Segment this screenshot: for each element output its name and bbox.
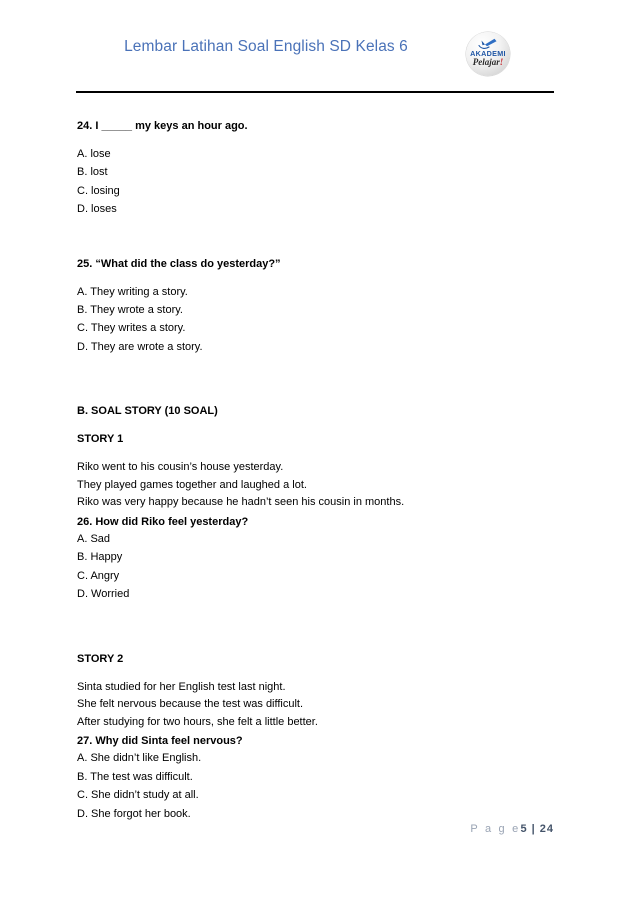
question-24-stem: 24. I _____ my keys an hour ago. — [77, 120, 248, 132]
header-divider — [76, 91, 554, 93]
question-24-option-d: D. loses — [77, 203, 117, 216]
question-26-option-a: A. Sad — [77, 533, 111, 546]
story-2-heading: STORY 2 — [77, 652, 124, 665]
question-25-option-d: D. They are wrote a story. — [77, 340, 203, 353]
page-footer — [0, 823, 554, 835]
question-25-option-c: C. They writes a story. — [77, 322, 186, 335]
question-27-option-d: D. She forgot her book. — [77, 807, 191, 820]
story-2-line-2: She felt nervous because the test was difficult. — [77, 698, 304, 711]
question-27-stem: 27. Why did Sinta feel nervous? — [77, 735, 243, 748]
question-24-option-a: A. lose — [77, 148, 111, 160]
spacer — [77, 356, 557, 393]
spacer — [77, 419, 557, 431]
logo-text-pelajar — [466, 57, 510, 67]
footer-page-numbers: 5 | 24 — [520, 823, 554, 835]
question-25-option-b: B. They wrote a story. — [77, 304, 183, 317]
akademi-pelajar-logo — [466, 32, 510, 76]
question-26-option-b: B. Happy — [77, 551, 123, 564]
document-body — [77, 118, 557, 823]
document-header — [76, 30, 554, 82]
question-26-stem: 26. How did Riko feel yesterday? — [77, 516, 249, 529]
story-2-line-1: Sinta studied for her English test last night. — [77, 680, 286, 693]
spacer — [77, 219, 557, 256]
story-1-line-2: They played games together and laughed a lot. — [77, 478, 307, 491]
logo-pelajar-word: Pelajar — [472, 57, 500, 67]
question-25-option-a: A. They writing a story. — [77, 285, 188, 298]
question-27-option-c: C. She didn’t study at all. — [77, 789, 199, 802]
question-26-option-d: D. Worried — [77, 588, 130, 601]
spacer — [77, 604, 557, 641]
footer-page-label: P a g e — [470, 823, 521, 835]
spacer — [77, 667, 557, 679]
page-title: Lembar Latihan Soal English SD Kelas 6 — [124, 38, 408, 55]
story-2-line-3: After studying for two hours, she felt a little better. — [77, 715, 318, 728]
question-25-stem: 25. “What did the class do yesterday?” — [77, 257, 281, 270]
logo-pelajar-exclaim: ! — [499, 57, 504, 67]
section-b-heading: B. SOAL STORY (10 SOAL) — [77, 405, 218, 418]
spacer — [77, 447, 557, 459]
spacer — [77, 272, 557, 283]
story-1-line-1: Riko went to his cousin’s house yesterday. — [77, 461, 284, 474]
question-26-option-c: C. Angry — [77, 569, 120, 582]
question-27-option-a: A. She didn’t like English. — [77, 752, 202, 765]
story-1-line-3: Riko was very happy because he hadn’t seen his cousin in months. — [77, 496, 405, 509]
question-27-option-b: B. The test was difficult. — [77, 770, 193, 783]
question-24-option-c: C. losing — [77, 184, 120, 197]
logo-text-akademi: AKADEMI — [470, 49, 506, 58]
question-24-option-b: B. lost — [77, 166, 108, 179]
story-1-heading: STORY 1 — [77, 433, 124, 446]
spacer — [77, 134, 557, 145]
spacer — [77, 641, 557, 651]
spacer — [77, 393, 557, 403]
